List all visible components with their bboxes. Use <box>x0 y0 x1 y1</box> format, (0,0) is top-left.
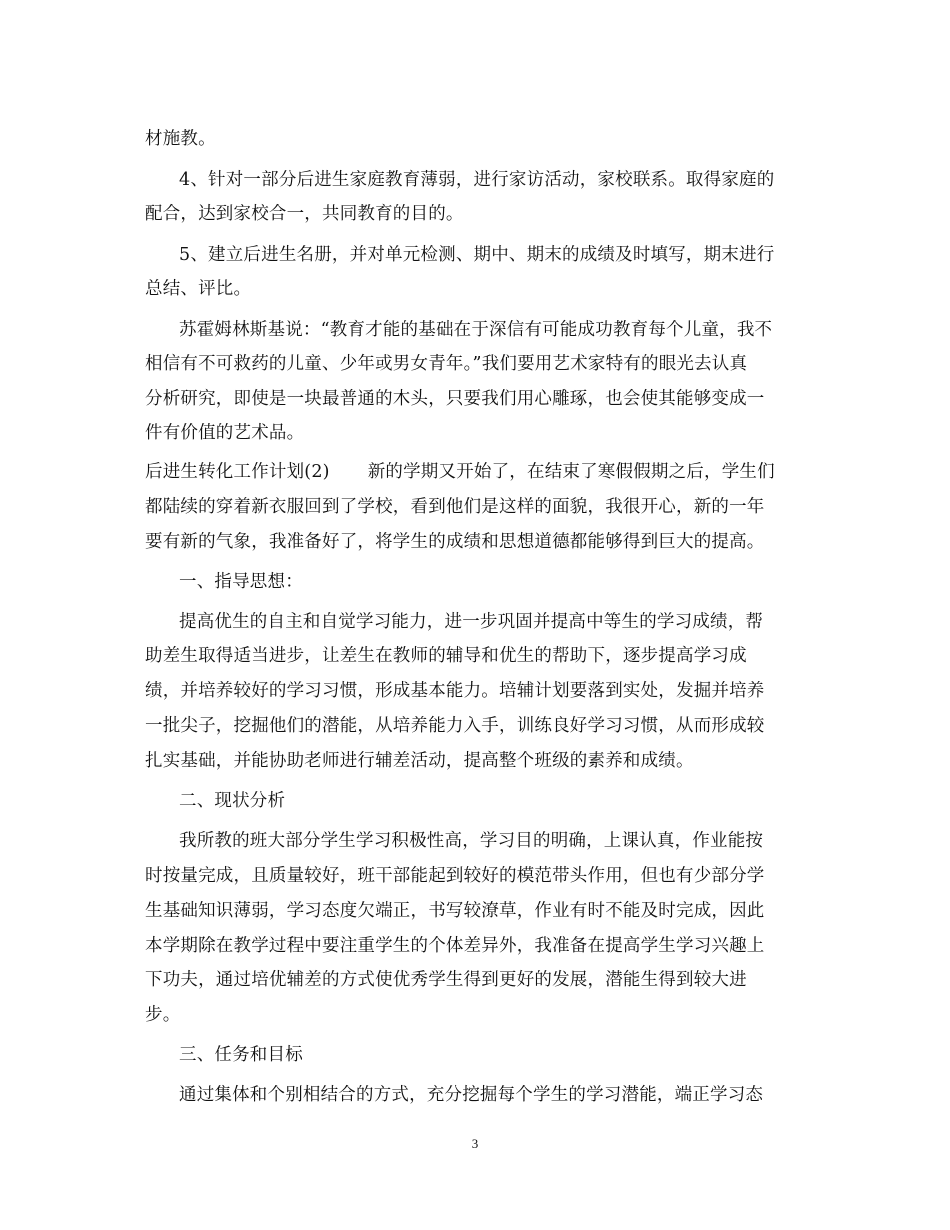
text-line: 件有价值的艺术品。 <box>145 423 305 443</box>
text-line: 要有新的气象，我准备好了，将学生的成绩和思想道德都能够得到巨大的提高。 <box>145 532 765 552</box>
heading-guiding-thought: 一、指导思想： <box>179 572 303 592</box>
quote-paragraph: 苏霍姆林斯基说：“教育才能的基础在于深信有可能成功教育每个儿童，我不 <box>179 320 773 340</box>
text-line: 我所教的班大部分学生学习积极性高，学习目的明确，上课认真，作业能按 <box>179 831 764 851</box>
page-number: 3 <box>471 1136 479 1151</box>
text-line: 分析研究，即使是一块最普通的木头，只要我们用心雕琢，也会使其能够变成一 <box>145 389 765 409</box>
text-line: 助差生取得适当进步，让差生在教师的辅导和优生的帮助下，逐步提高学习成 <box>145 646 747 666</box>
text-line: 生基础知识薄弱，学习态度欠端正，书写较潦草，作业有时不能及时完成，因此 <box>145 901 765 921</box>
list-item-4: 4、针对一部分后进生家庭教育薄弱，进行家访活动，家校联系。取得家庭的 <box>179 170 775 190</box>
text-line: 绩，并培养较好的学习习惯，形成基本能力。培辅计划要落到实处，发掘并培养 <box>145 681 765 701</box>
text-line: 扎实基础，并能协助老师进行辅差活动，提高整个班级的素养和成绩。 <box>145 751 694 771</box>
section-title: 后进生转化工作计划(2) <box>145 462 330 482</box>
text-line: 时按量完成，且质量较好，班干部能起到较好的模范带头作用，但也有少部分学 <box>145 866 765 886</box>
text-line: 一批尖子，挖掘他们的潜能，从培养能力入手，训练良好学习习惯，从而形成较 <box>145 716 765 736</box>
text-line: 总结、评比。 <box>145 279 252 299</box>
text-line: 通过集体和个别相结合的方式，充分挖掘每个学生的学习潜能，端正学习态 <box>179 1085 764 1105</box>
text-line: 相信有不可救药的儿童、少年或男女青年。”我们要用艺术家特有的眼光去认真 <box>145 354 748 374</box>
text-line: 本学期除在教学过程中要注重学生的个体差异外，我准备在提高学生学习兴趣上 <box>145 936 765 956</box>
section-title-line <box>145 460 775 484</box>
text-line: 提高优生的自主和自觉学习能力，进一步巩固并提高中等生的学习成绩，帮 <box>179 612 764 632</box>
intro-text: 新的学期又开始了，在结束了寒假假期之后，学生们 <box>367 462 775 482</box>
heading-tasks-goals: 三、任务和目标 <box>179 1045 303 1065</box>
text-line: 都陆续的穿着新衣服回到了学校，看到他们是这样的面貌，我很开心，新的一年 <box>145 497 765 517</box>
heading-status-analysis: 二、现状分析 <box>179 791 286 811</box>
text-line: 步。 <box>145 1005 181 1025</box>
list-item-5: 5、建立后进生名册，并对单元检测、期中、期末的成绩及时填写，期末进行 <box>179 245 775 265</box>
text-line: 材施教。 <box>145 129 216 149</box>
text-line: 下功夫，通过培优辅差的方式使优秀学生得到更好的发展，潜能生得到较大进 <box>145 970 747 990</box>
text-line: 配合，达到家校合一，共同教育的目的。 <box>145 204 464 224</box>
